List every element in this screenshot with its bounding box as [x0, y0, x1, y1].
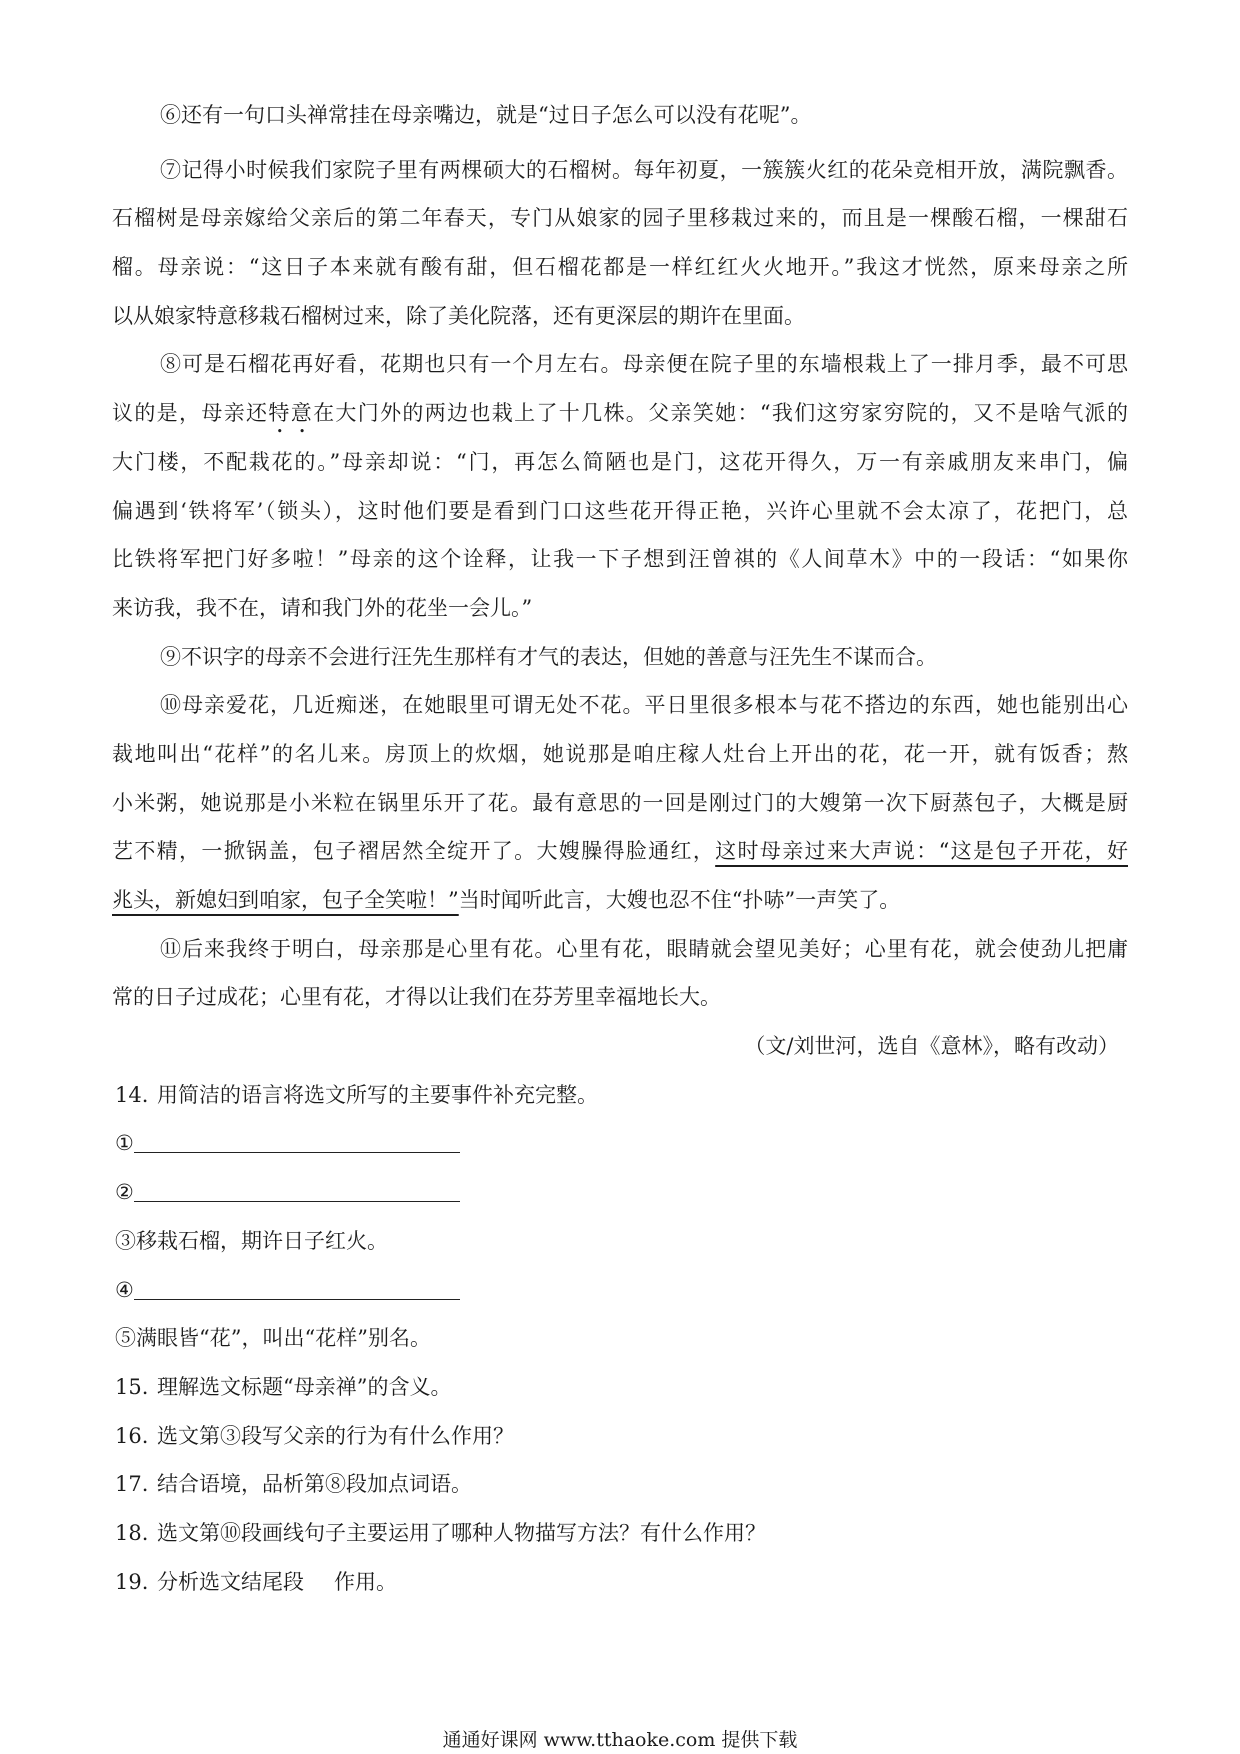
passage-line: ⑨不识字的母亲不会进行汪先生那样有才气的表达，但她的善意与汪先生不谋而合。 — [160, 644, 937, 669]
event-marker: ② — [115, 1180, 134, 1205]
passage-line: ⑦记得小时候我们家院子里有两棵硕大的石榴树。每年初夏，一簇簇火红的花朵竞相开放，满院飘香。 — [160, 157, 1128, 182]
question-16 — [112, 1412, 1128, 1461]
passage-line: ⑧可是石榴花再好看，花期也只有一个月左右。母亲便在院子里的东墙根栽上了一排月季，最不可思 — [160, 352, 1128, 377]
passage-text: 议的是，母亲还 — [112, 401, 269, 426]
question-14 — [112, 1071, 1128, 1120]
answer-blank — [134, 1132, 460, 1153]
passage-line: 来访我，我不在，请和我门外的花坐一会儿。” — [112, 595, 533, 620]
paragraph-7 — [112, 146, 1128, 341]
passage-text: 当时闻听此言，大嫂也忍不住“扑哧”一声笑了。 — [458, 888, 901, 912]
question-number: 15. — [115, 1374, 149, 1399]
question-number: 16. — [115, 1423, 149, 1448]
answer-blank — [134, 1181, 460, 1202]
event-text: 满眼皆“花”，叫出“花样”别名。 — [136, 1326, 431, 1351]
underlined-sentence: 兆头，新媳妇到咱家，包子全笑啦！” — [112, 888, 459, 912]
passage-line: ⑩母亲爱花，几近痴迷，在她眼里可谓无处不花。平日里很多根本与花不搭边的东西，她也能别出心 — [160, 693, 1128, 718]
question-18 — [112, 1509, 1128, 1558]
event-item-4 — [112, 1266, 1128, 1315]
dotted-word: 特意 — [268, 401, 314, 426]
event-item-3 — [112, 1217, 1128, 1266]
question-text: 选文第③段写父亲的行为有什么作用？ — [157, 1423, 514, 1448]
passage-line: 比铁将军把门好多啦！”母亲的这个诠释，让我一下子想到汪曾祺的《人间草木》中的一段话：“如果你 — [112, 547, 1128, 572]
passage-text: 在大门外的两边也栽上了十几株。父亲笑她：“我们这穷家穷院的，又不是啥气派的 — [313, 401, 1128, 426]
passage-line: 小米粥，她说那是小米粒在锅里乐开了花。最有意思的一回是刚过门的大嫂第一次下厨蒸包子，大概是厨 — [112, 790, 1128, 815]
question-text: 分析选文结尾段 — [157, 1569, 304, 1594]
answer-blank — [134, 1279, 460, 1300]
passage-line: ⑥还有一句口头禅常挂在母亲嘴边，就是“过日子怎么可以没有花呢”。 — [160, 103, 812, 127]
event-marker: ③ — [115, 1228, 136, 1253]
paragraph-10 — [112, 681, 1128, 924]
question-number: 18. — [115, 1520, 149, 1545]
passage-line — [112, 876, 1128, 925]
passage-line: ⑪后来我终于明白，母亲那是心里有花。心里有花，眼睛就会望见美好；心里有花，就会使劲儿把庸 — [160, 936, 1128, 961]
question-19 — [112, 1558, 1128, 1607]
passage-line: 榴。母亲说：“这日子本来就有酸有甜，但石榴花都是一样红红火火地开。”我这才恍然，原来母亲之所 — [112, 255, 1128, 280]
paragraph-6 — [112, 91, 1128, 140]
passage-line: 以从娘家特意移栽石榴树过来，除了美化院落，还有更深层的期许在里面。 — [112, 303, 805, 328]
question-text: 用简洁的语言将选文所写的主要事件补充完整。 — [157, 1082, 598, 1107]
passage-text: 艺不精，一掀锅盖，包子褶居然全绽开了。大嫂臊得脸通红， — [112, 839, 716, 864]
paragraph-9 — [112, 633, 1128, 682]
passage-line: 裁地叫出“花样”的名儿来。房顶上的炊烟，她说那是咱庄稼人灶台上开出的花，花一开，就有饭香；熬 — [112, 741, 1128, 766]
event-item-1 — [112, 1119, 1128, 1168]
footer-credit: 通通好课网 www.tthaoke.com 提供下载 — [442, 1729, 798, 1751]
question-text-end: 作用。 — [334, 1569, 397, 1594]
question-text: 选文第⑩段画线句子主要运用了哪种人物描写方法？有什么作用？ — [157, 1520, 766, 1545]
passage-line: 偏遇到‘铁将军’（锁头），这时他们要是看到门口这些花开得正艳，兴许心里就不会太凉了，花把门，总 — [112, 498, 1128, 523]
passage-line: 常的日子过成花；心里有花，才得以让我们在芬芳里幸福地长大。 — [112, 985, 721, 1010]
question-text: 理解选文标题“母亲禅”的含义。 — [157, 1374, 452, 1399]
passage-line: 大门楼，不配栽花的。”母亲却说：“门，再怎么简陋也是门，这花开得久，万一有亲戚朋友来串门，偏 — [112, 449, 1128, 474]
paragraph-11 — [112, 925, 1128, 1022]
underlined-sentence: 这时母亲过来大声说：“这是包子开花，好 — [715, 839, 1128, 864]
event-marker: ⑤ — [115, 1326, 136, 1351]
event-marker: ① — [115, 1131, 134, 1156]
passage-line — [112, 389, 1128, 438]
event-item-5 — [112, 1314, 1128, 1363]
question-number: 17. — [115, 1472, 149, 1497]
question-number: 14. — [115, 1082, 149, 1107]
event-text: 移栽石榴，期许日子红火。 — [136, 1228, 388, 1253]
event-item-2 — [112, 1168, 1128, 1217]
event-marker: ④ — [115, 1277, 134, 1302]
passage-line: 石榴树是母亲嫁给父亲后的第二年春天，专门从娘家的园子里移栽过来的，而且是一棵酸石榴，一棵甜石 — [112, 206, 1128, 231]
paragraph-8 — [112, 340, 1128, 632]
question-number: 19. — [115, 1569, 149, 1594]
question-list — [112, 1071, 1128, 1607]
reading-passage — [112, 91, 1128, 1606]
source-citation: （文/刘世河，选自《意林》，略有改动） — [744, 1034, 1119, 1059]
question-text: 结合语境，品析第⑧段加点词语。 — [157, 1472, 472, 1497]
question-17 — [112, 1460, 1128, 1509]
passage-line — [112, 827, 1128, 876]
question-15 — [112, 1363, 1128, 1412]
